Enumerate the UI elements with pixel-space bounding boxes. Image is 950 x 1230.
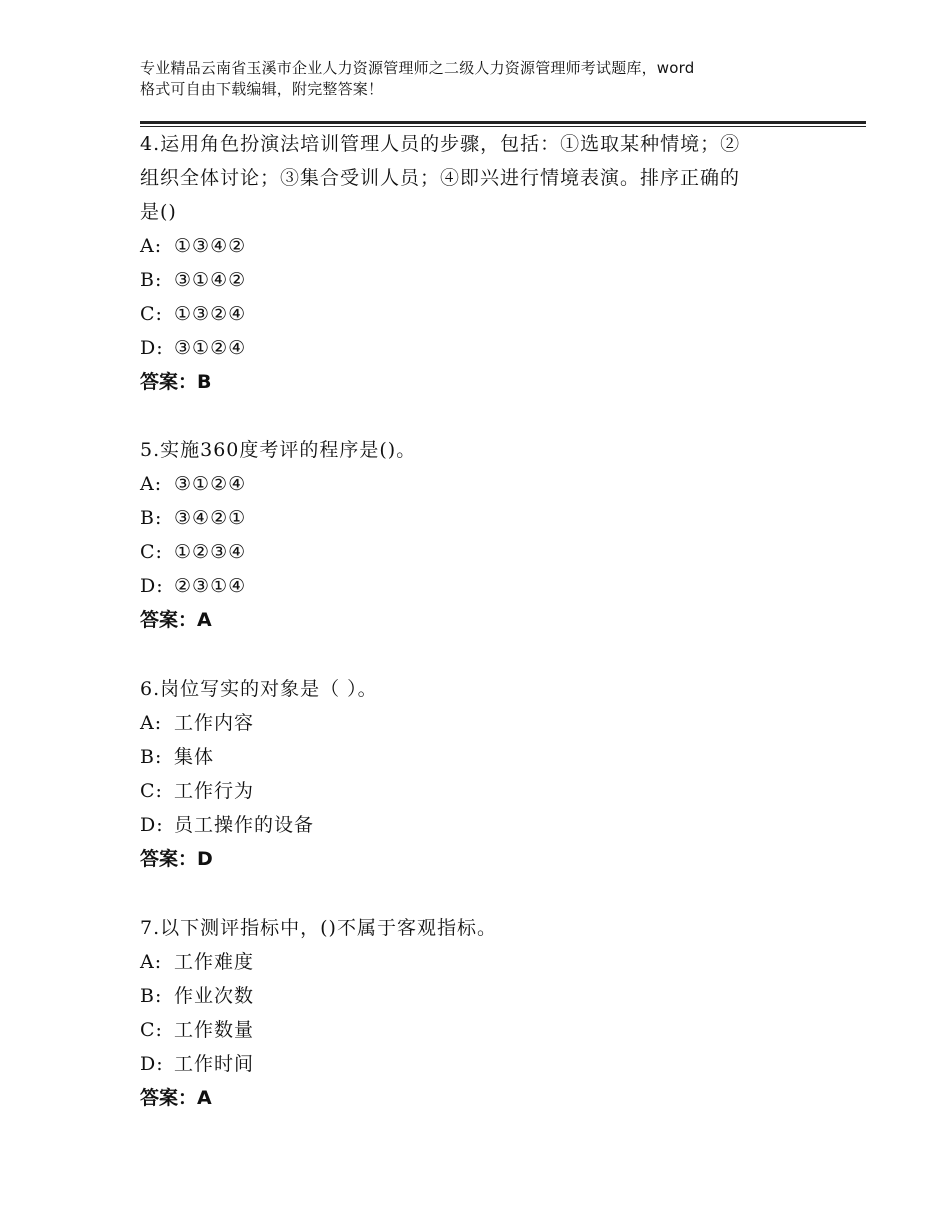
header-divider-thick xyxy=(140,121,866,124)
option-text: 工作行为 xyxy=(174,780,255,802)
option-text: ②③①④ xyxy=(174,575,247,597)
option-text: 作业次数 xyxy=(174,985,255,1007)
option-letter: A: xyxy=(140,712,163,734)
option-d xyxy=(140,331,840,365)
question-5 xyxy=(140,433,840,637)
option-d xyxy=(140,1047,840,1081)
option-letter: B: xyxy=(140,269,163,291)
option-letter: B: xyxy=(140,985,163,1007)
question-text-line: 7.以下测评指标中，()不属于客观指标。 xyxy=(140,917,497,939)
option-text: ①③②④ xyxy=(174,303,247,325)
option-b xyxy=(140,979,840,1013)
option-text: ③①④② xyxy=(174,269,247,291)
option-letter: A: xyxy=(140,951,163,973)
option-b xyxy=(140,263,840,297)
question-text-line: 4.运用角色扮演法培训管理人员的步骤，包括：①选取某种情境；② xyxy=(140,133,741,155)
option-c xyxy=(140,1013,840,1047)
option-text: ③①②④ xyxy=(174,473,247,495)
option-text: 工作难度 xyxy=(174,951,255,973)
option-text: 员工操作的设备 xyxy=(174,814,315,836)
question-text-line: 6.岗位写实的对象是（ ）。 xyxy=(140,678,378,700)
option-text: ①③④② xyxy=(174,235,247,257)
option-letter: D: xyxy=(140,1053,164,1075)
option-c xyxy=(140,774,840,808)
option-b xyxy=(140,501,840,535)
option-letter: C: xyxy=(140,1019,163,1041)
option-text: ③④②① xyxy=(174,507,247,529)
option-letter: D: xyxy=(140,814,164,836)
answer-line: 答案：B xyxy=(140,371,212,393)
option-text: 集体 xyxy=(174,746,215,768)
document-header xyxy=(140,58,840,100)
option-letter: C: xyxy=(140,780,163,802)
answer-line: 答案：A xyxy=(140,1087,212,1109)
header-title-line-2: 格式可自由下载编辑，附完整答案！ xyxy=(140,80,384,98)
option-text: 工作数量 xyxy=(174,1019,255,1041)
option-a xyxy=(140,945,840,979)
option-letter: D: xyxy=(140,575,164,597)
option-b xyxy=(140,740,840,774)
option-a xyxy=(140,229,840,263)
question-6 xyxy=(140,672,840,876)
option-text: ①②③④ xyxy=(174,541,247,563)
option-text: 工作时间 xyxy=(174,1053,255,1075)
option-d xyxy=(140,569,840,603)
option-letter: C: xyxy=(140,303,163,325)
option-c xyxy=(140,297,840,331)
question-text-line: 5.实施360度考评的程序是()。 xyxy=(140,439,417,461)
option-text: ③①②④ xyxy=(174,337,247,359)
option-letter: B: xyxy=(140,746,163,768)
option-letter: A: xyxy=(140,473,163,495)
option-text: 工作内容 xyxy=(174,712,255,734)
option-letter: B: xyxy=(140,507,163,529)
option-c xyxy=(140,535,840,569)
answer-line: 答案：D xyxy=(140,848,213,870)
question-4 xyxy=(140,127,840,399)
option-letter: D: xyxy=(140,337,164,359)
question-7 xyxy=(140,911,840,1115)
option-d xyxy=(140,808,840,842)
option-letter: A: xyxy=(140,235,163,257)
option-letter: C: xyxy=(140,541,163,563)
option-a xyxy=(140,706,840,740)
question-text-line: 是() xyxy=(140,201,177,223)
header-title-line-1: 专业精品云南省玉溪市企业人力资源管理师之二级人力资源管理师考试题库，word xyxy=(140,59,695,77)
answer-line: 答案：A xyxy=(140,609,212,631)
question-text-line: 组织全体讨论；③集合受训人员；④即兴进行情境表演。排序正确的 xyxy=(140,167,741,189)
option-a xyxy=(140,467,840,501)
